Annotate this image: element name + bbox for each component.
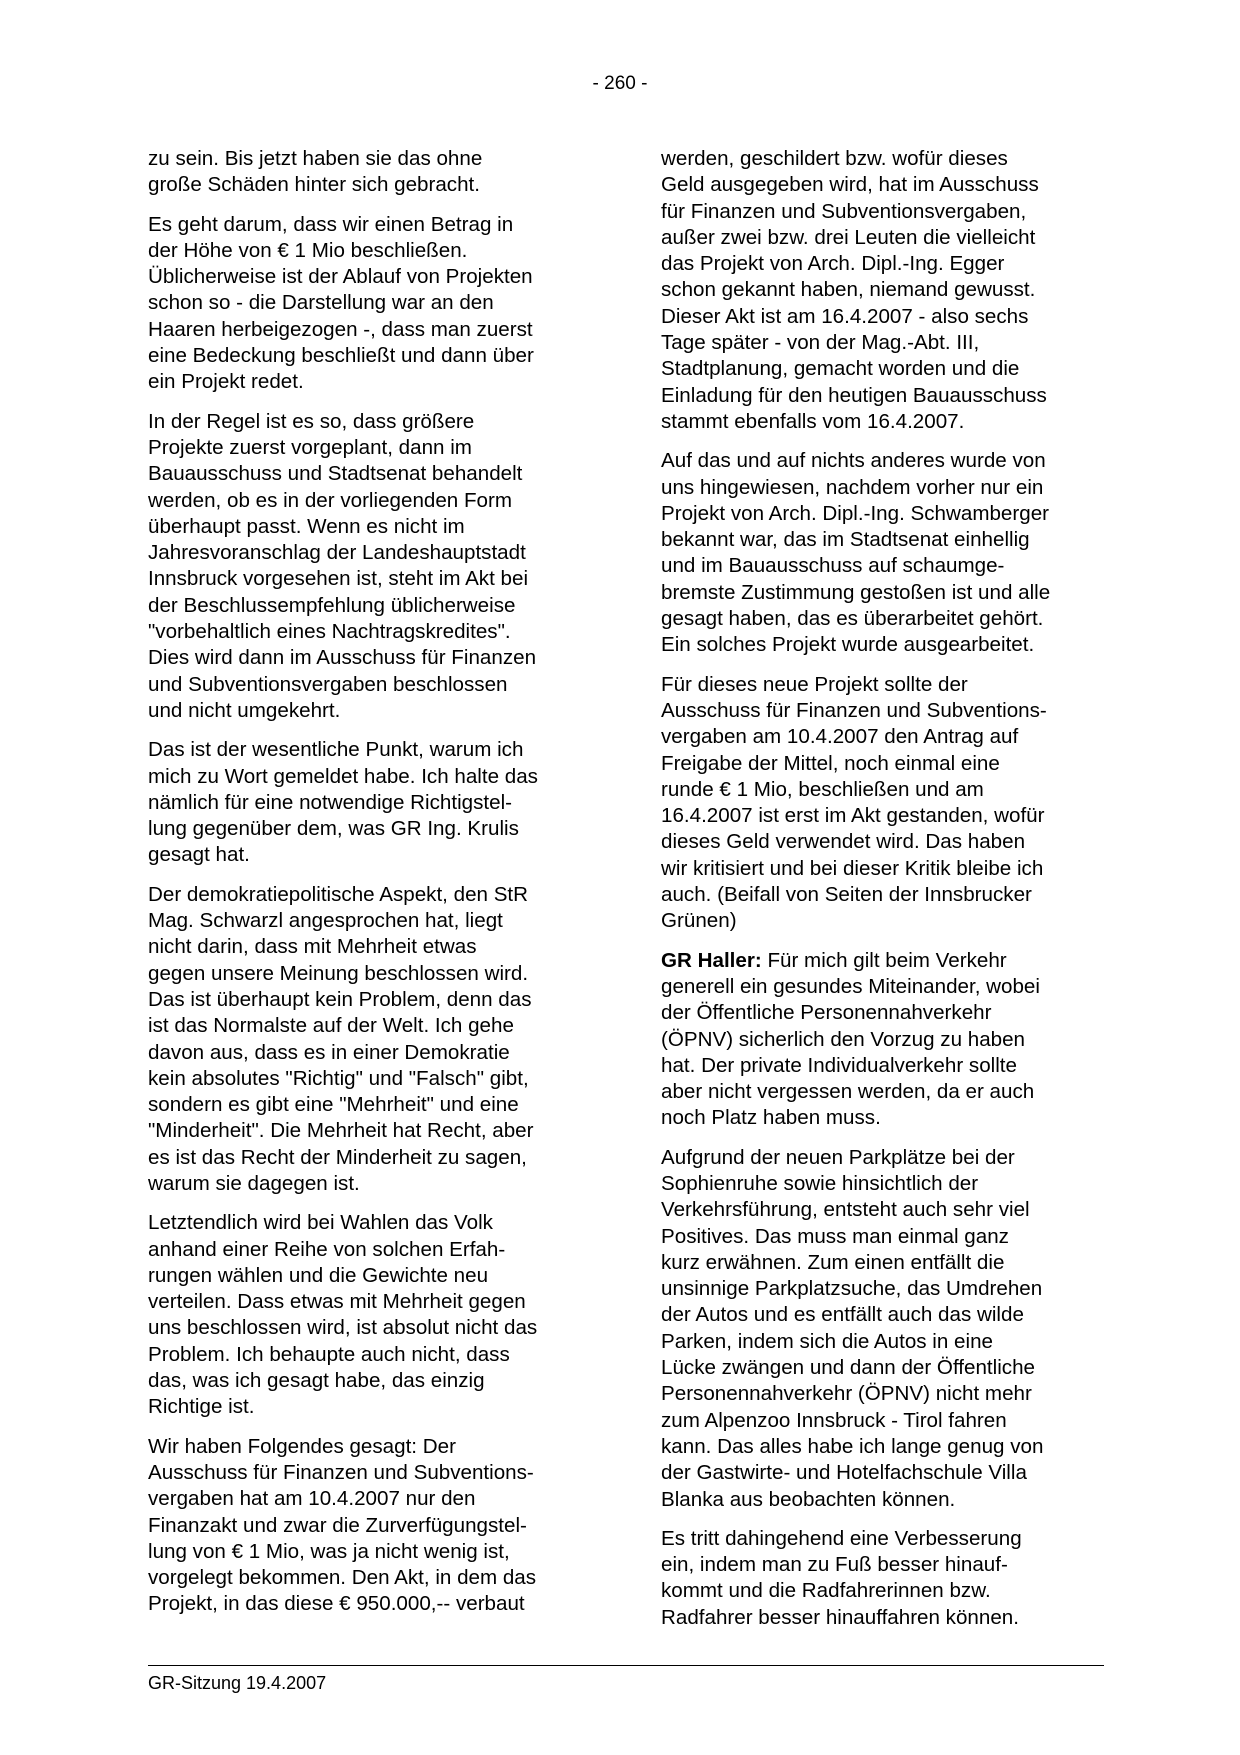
paragraph: Es geht darum, dass wir einen Betrag in der Höhe von € 1 Mio beschließen. Üblicherweise ist der Ablauf von Projekten schon so - die Darstellung war an den Haaren herbeigezogen -, dass man zuerst eine Bedeckung beschließt und dann über ein Projekt redet. <box>148 212 534 394</box>
speaker-text: Für mich gilt beim Verkehr generell ein gesundes Miteinander, wobei der Öffentliche Personennahverkehr (ÖPNV) sicherlich den Vorzug zu haben hat. Der private Individualverkehr sollte aber nicht vergessen werden, da er auch noch Platz haben muss. <box>661 948 1040 1130</box>
page-number: - 260 - <box>592 73 648 94</box>
paragraph: zu sein. Bis jetzt haben sie das ohne große Schäden hinter sich gebracht. <box>148 147 483 197</box>
paragraph: Wir haben Folgendes gesagt: Der Ausschuss für Finanzen und Subventions- vergaben hat am 10.4.2007 nur den Finanzakt und zwar die Zurverfügungstel- lung von € 1 Mio, was ja nicht wenig ist, vorgelegt bekommen. Den Akt, in dem das Projekt, in das diese € 950.000,-- verbaut <box>148 1434 537 1616</box>
speaker-paragraph <box>661 948 1107 1132</box>
footer-session-label: GR-Sitzung 19.4.2007 <box>148 1673 327 1693</box>
paragraph: Der demokratiepolitische Aspekt, den StR Mag. Schwarzl angesprochen hat, liegt nicht darin, dass mit Mehrheit etwas gegen unsere Meinung beschlossen wird. Das ist überhaupt kein Problem, denn das ist das Normalste auf der Welt. Ich gehe davon aus, dass es in einer Demokratie kein absolutes "Richtig" und "Falsch" gibt, sondern es gibt eine "Mehrheit" und eine "Minderheit". Die Mehrheit hat Recht, aber es ist das Recht der Minderheit zu sagen, warum sie dagegen ist. <box>148 882 534 1195</box>
paragraph: Letztendlich wird bei Wahlen das Volk anhand einer Reihe von solchen Erfah- rungen wählen und die Gewichte neu verteilen. Dass etwas mit Mehrheit gegen uns beschlossen wird, ist absolut nicht das Problem. Ich behaupte auch nicht, dass das, was ich gesagt habe, das einzig Richtige ist. <box>148 1211 538 1419</box>
paragraph: Auf das und auf nichts anderes wurde von uns hingewiesen, nachdem vorher nur ein Projekt von Arch. Dipl.-Ing. Schwamberger bekannt war, das im Stadtsenat einhellig und im Bauausschuss auf schaumge- bremste Zustimmung gestoßen ist und alle gesagt haben, das es überarbeitet gehört. Ein solches Projekt wurde ausgearbeitet. <box>661 449 1051 657</box>
paragraph: Es tritt dahingehend eine Verbesserung ein, indem man zu Fuß besser hinauf- kommt und die Radfahrerinnen bzw. Radfahrer besser hinauffahren können. <box>661 1526 1022 1629</box>
paragraph: In der Regel ist es so, dass größere Projekte zuerst vorgeplant, dann im Bauausschuss und Stadtsenat behandelt werden, ob es in der vorliegenden Form überhaupt passt. Wenn es nicht im Jahresvoranschlag der Landeshauptstadt Innsbruck vorgesehen ist, steht im Akt bei der Beschlussempfehlung üblicherweise "vorbehaltlich eines Nachtragskredites". Dies wird dann im Ausschuss für Finanzen und Subventionsvergaben beschlossen und nicht umgekehrt. <box>148 409 537 722</box>
left-column <box>148 146 594 1631</box>
footer-divider <box>148 1665 1104 1666</box>
speaker-name: GR Haller: <box>661 948 762 972</box>
paragraph: Für dieses neue Projekt sollte der Ausschuss für Finanzen und Subventions- vergaben am 10.4.2007 den Antrag auf Freigabe der Mittel, noch einmal eine runde € 1 Mio, beschließen und am 16.4.2007 ist erst im Akt gestanden, wofür dieses Geld verwendet wird. Das haben wir kritisiert und bei dieser Kritik bleibe ich auch. (Beifall von Seiten der Innsbrucker Grünen) <box>661 672 1047 933</box>
paragraph: werden, geschildert bzw. wofür dieses Geld ausgegeben wird, hat im Ausschuss für Finanzen und Subventionsvergaben, außer zwei bzw. drei Leuten die vielleicht das Projekt von Arch. Dipl.-Ing. Egger schon gekannt haben, niemand gewusst. Dieser Akt ist am 16.4.2007 - also sechs Tage später - von der Mag.-Abt. III, Stadtplanung, gemacht worden und die Einladung für den heutigen Bauausschuss stammt ebenfalls vom 16.4.2007. <box>661 147 1047 433</box>
paragraph: Aufgrund der neuen Parkplätze bei der Sophienruhe sowie hinsichtlich der Verkehrsführung, entsteht auch sehr viel Positives. Das muss man einmal ganz kurz erwähnen. Zum einen entfällt die unsinnige Parkplatzsuche, das Umdrehen der Autos und es entfällt auch das wilde Parken, indem sich die Autos in eine Lücke zwängen und dann der Öffentliche Personennahverkehr (ÖPNV) nicht mehr zum Alpenzoo Innsbruck - Tirol fahren kann. Das alles habe ich lange genug von der Gastwirte- und Hotelfachschule Villa Blanka aus beobachten können. <box>661 1145 1044 1511</box>
right-column <box>661 146 1107 1644</box>
paragraph: Das ist der wesentliche Punkt, warum ich mich zu Wort gemeldet habe. Ich halte das nämlich für eine notwendige Richtigstel- lung gegenüber dem, was GR Ing. Krulis gesagt hat. <box>148 738 538 867</box>
